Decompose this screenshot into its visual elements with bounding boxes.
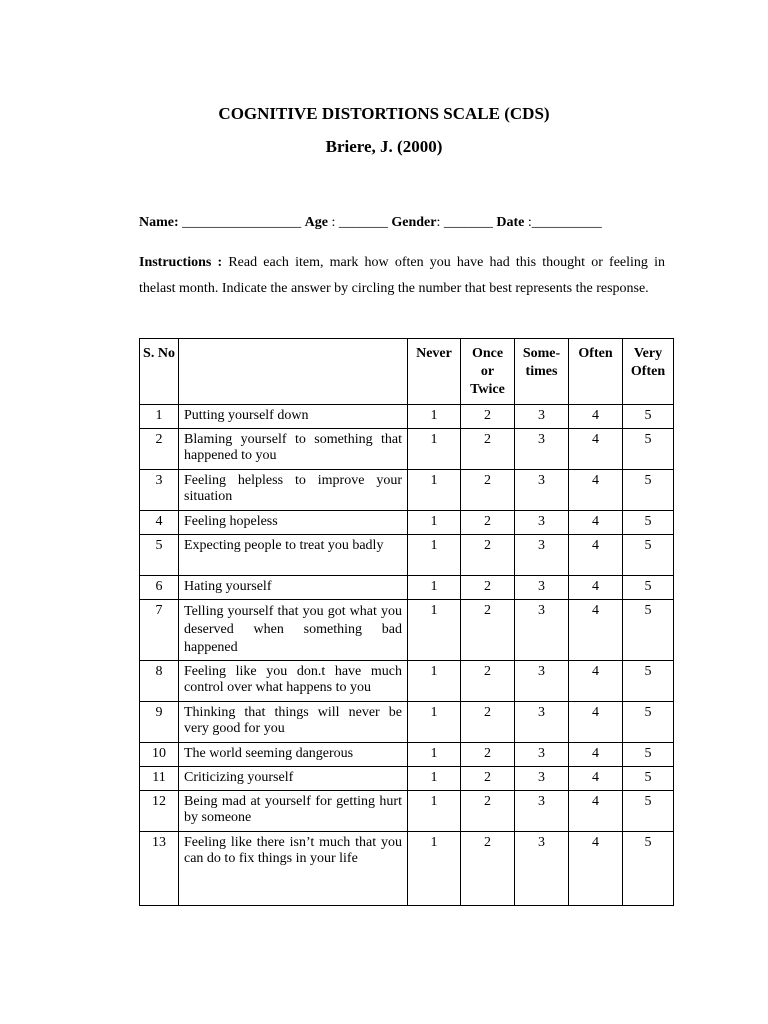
row-number: 2 [140, 429, 179, 470]
response-often[interactable]: 4 [569, 702, 623, 743]
response-sometimes[interactable]: 3 [515, 791, 569, 832]
response-often[interactable]: 4 [569, 791, 623, 832]
response-once-or-twice[interactable]: 2 [461, 702, 515, 743]
response-sometimes[interactable]: 3 [515, 600, 569, 661]
header-sno: S. No [140, 339, 179, 405]
table-row [140, 511, 674, 535]
header-sometimes: Some-times [515, 339, 569, 405]
cds-table [139, 338, 674, 906]
response-very-often[interactable]: 5 [623, 702, 674, 743]
response-sometimes[interactable]: 3 [515, 743, 569, 767]
response-often[interactable]: 4 [569, 661, 623, 702]
row-item-text: Feeling like you don.t have much control over what happens to you [179, 661, 408, 702]
response-very-often[interactable]: 5 [623, 743, 674, 767]
response-very-often[interactable]: 5 [623, 832, 674, 906]
document-author: Briere, J. (2000) [325, 137, 443, 156]
response-often[interactable]: 4 [569, 743, 623, 767]
response-often[interactable]: 4 [569, 511, 623, 535]
row-number: 10 [140, 743, 179, 767]
table-row [140, 576, 674, 600]
response-very-often[interactable]: 5 [623, 791, 674, 832]
response-sometimes[interactable]: 3 [515, 702, 569, 743]
respondent-fields [139, 215, 602, 231]
row-number: 8 [140, 661, 179, 702]
row-item-text: Feeling hopeless [179, 511, 408, 535]
response-sometimes[interactable]: 3 [515, 661, 569, 702]
header-often: Often [569, 339, 623, 405]
table-row [140, 405, 674, 429]
table-row [140, 743, 674, 767]
row-number: 11 [140, 767, 179, 791]
response-never[interactable]: 1 [408, 702, 461, 743]
response-once-or-twice[interactable]: 2 [461, 405, 515, 429]
response-once-or-twice[interactable]: 2 [461, 767, 515, 791]
row-item-text: Feeling helpless to improve your situation [179, 470, 408, 511]
row-number: 4 [140, 511, 179, 535]
response-once-or-twice[interactable]: 2 [461, 429, 515, 470]
response-sometimes[interactable]: 3 [515, 535, 569, 576]
response-often[interactable]: 4 [569, 767, 623, 791]
response-once-or-twice[interactable]: 2 [461, 470, 515, 511]
header-never: Never [408, 339, 461, 405]
table-header-row [140, 339, 674, 405]
response-once-or-twice[interactable]: 2 [461, 600, 515, 661]
table-row [140, 767, 674, 791]
response-once-or-twice[interactable]: 2 [461, 511, 515, 535]
response-never[interactable]: 1 [408, 600, 461, 661]
response-once-or-twice[interactable]: 2 [461, 661, 515, 702]
header-very-often: Very Often [623, 339, 674, 405]
table-row [140, 702, 674, 743]
response-very-often[interactable]: 5 [623, 470, 674, 511]
response-never[interactable]: 1 [408, 832, 461, 906]
response-often[interactable]: 4 [569, 470, 623, 511]
table-row [140, 535, 674, 576]
row-item-text: Being mad at yourself for getting hurt by someone [179, 791, 408, 832]
response-sometimes[interactable]: 3 [515, 576, 569, 600]
response-very-often[interactable]: 5 [623, 661, 674, 702]
table-row [140, 791, 674, 832]
response-never[interactable]: 1 [408, 661, 461, 702]
row-number: 1 [140, 405, 179, 429]
response-never[interactable]: 1 [408, 743, 461, 767]
row-number: 13 [140, 832, 179, 906]
age-blank[interactable]: : _______ [327, 215, 392, 230]
response-sometimes[interactable]: 3 [515, 767, 569, 791]
response-very-often[interactable]: 5 [623, 600, 674, 661]
row-item-text: Thinking that things will never be very good for you [179, 702, 408, 743]
table-row [140, 600, 674, 661]
row-number: 5 [140, 535, 179, 576]
response-once-or-twice[interactable]: 2 [461, 743, 515, 767]
response-never[interactable]: 1 [408, 535, 461, 576]
response-sometimes[interactable]: 3 [515, 832, 569, 906]
response-often[interactable]: 4 [569, 576, 623, 600]
response-sometimes[interactable]: 3 [515, 405, 569, 429]
response-never[interactable]: 1 [408, 791, 461, 832]
response-very-often[interactable]: 5 [623, 535, 674, 576]
date-blank[interactable]: :__________ [524, 215, 602, 230]
row-item-text: Feeling like there isn’t much that you can do to fix things in your life [179, 832, 408, 906]
document-title: COGNITIVE DISTORTIONS SCALE (CDS) [218, 104, 550, 123]
response-never[interactable]: 1 [408, 405, 461, 429]
response-sometimes[interactable]: 3 [515, 470, 569, 511]
date-label: Date [496, 215, 525, 230]
table-row [140, 470, 674, 511]
row-number: 9 [140, 702, 179, 743]
row-number: 3 [140, 470, 179, 511]
response-often[interactable]: 4 [569, 535, 623, 576]
response-never[interactable]: 1 [408, 429, 461, 470]
response-very-often[interactable]: 5 [623, 767, 674, 791]
response-once-or-twice[interactable]: 2 [461, 535, 515, 576]
row-item-text: Criticizing yourself [179, 767, 408, 791]
response-sometimes[interactable]: 3 [515, 511, 569, 535]
response-once-or-twice[interactable]: 2 [461, 832, 515, 906]
header-item [179, 339, 408, 405]
name-blank[interactable]: _________________ [178, 215, 305, 230]
row-number: 6 [140, 576, 179, 600]
header-once-or-twice: Once or Twice [461, 339, 515, 405]
response-very-often[interactable]: 5 [623, 576, 674, 600]
instructions [139, 250, 665, 301]
response-very-often[interactable]: 5 [623, 511, 674, 535]
row-number: 7 [140, 600, 179, 661]
row-item-text: Putting yourself down [179, 405, 408, 429]
response-once-or-twice[interactable]: 2 [461, 791, 515, 832]
row-item-text: Hating yourself [179, 576, 408, 600]
response-often[interactable]: 4 [569, 832, 623, 906]
response-often[interactable]: 4 [569, 405, 623, 429]
name-label: Name: [139, 215, 179, 230]
row-item-text: The world seeming dangerous [179, 743, 408, 767]
age-label: Age [304, 215, 328, 230]
response-often[interactable]: 4 [569, 429, 623, 470]
row-item-text: Telling yourself that you got what you deserved when something bad happened [179, 600, 408, 661]
response-once-or-twice[interactable]: 2 [461, 576, 515, 600]
response-never[interactable]: 1 [408, 511, 461, 535]
gender-label: Gender [391, 215, 437, 230]
gender-blank[interactable]: : _______ [436, 215, 497, 230]
row-item-text: Blaming yourself to something that happened to you [179, 429, 408, 470]
instructions-text: Read each item, mark how often you have had this thought or feeling in thelast month. Indicate the answer by circling the number that best represents the response. [139, 255, 665, 296]
response-very-often[interactable]: 5 [623, 429, 674, 470]
instructions-label: Instructions : [139, 255, 223, 270]
table-row [140, 661, 674, 702]
row-item-text: Expecting people to treat you badly [179, 535, 408, 576]
response-often[interactable]: 4 [569, 600, 623, 661]
response-never[interactable]: 1 [408, 470, 461, 511]
response-very-often[interactable]: 5 [623, 405, 674, 429]
response-never[interactable]: 1 [408, 767, 461, 791]
response-never[interactable]: 1 [408, 576, 461, 600]
row-number: 12 [140, 791, 179, 832]
table-row [140, 429, 674, 470]
table-row [140, 832, 674, 906]
response-sometimes[interactable]: 3 [515, 429, 569, 470]
